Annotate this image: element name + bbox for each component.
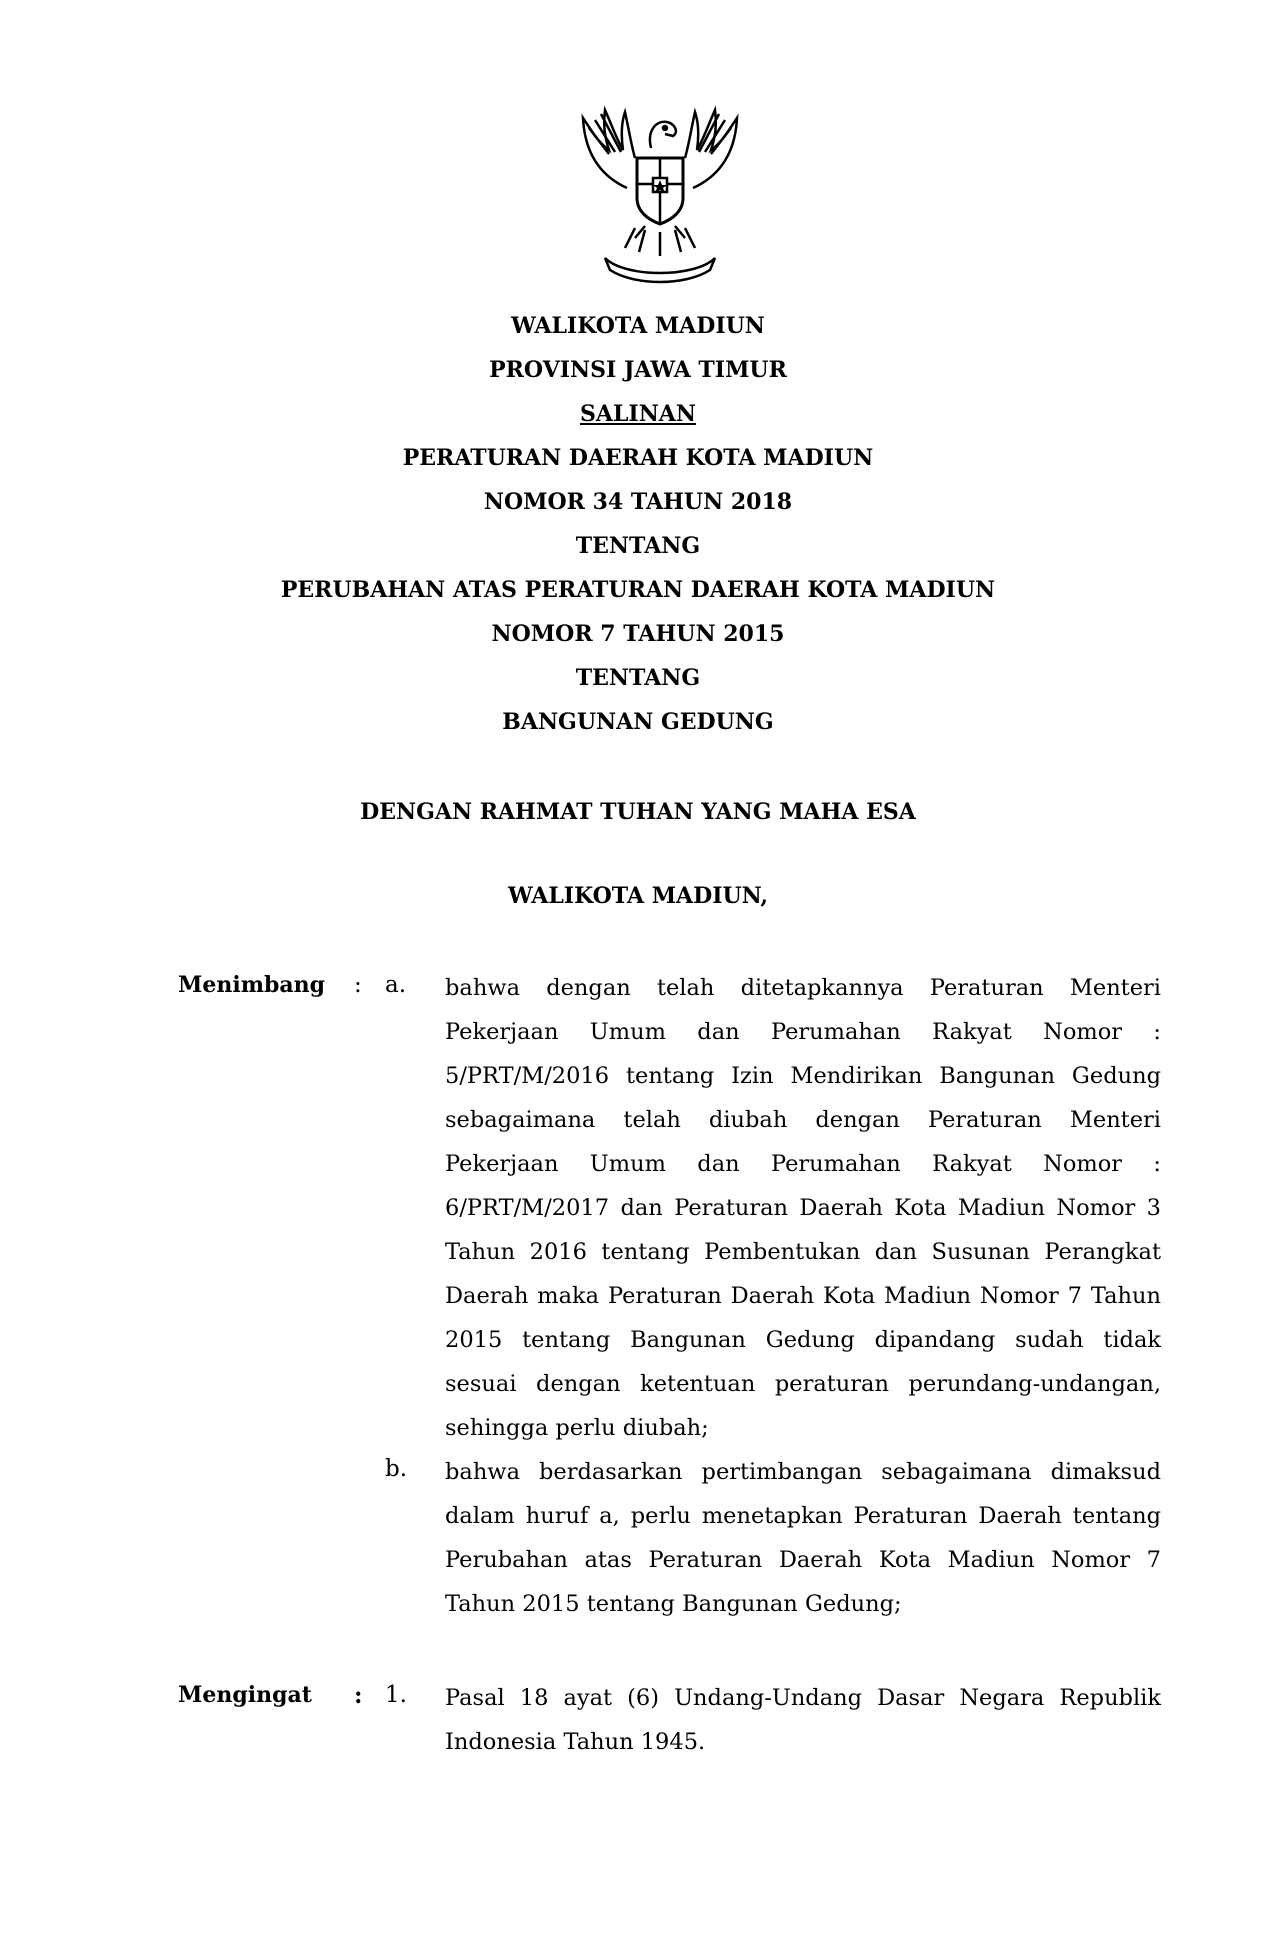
heading-province: PROVINSI JAWA TIMUR: [489, 357, 787, 383]
heading-amendment-title: PERUBAHAN ATAS PERATURAN DAERAH KOTA MADIUN: [280, 577, 996, 603]
document-heading: [0, 304, 1276, 744]
heading-regulation-type: PERATURAN DAERAH KOTA MADIUN: [402, 445, 874, 471]
menimbang-colon: :: [354, 972, 362, 998]
menimbang-item-a-text: bahwa dengan telah ditetapkannya Peraturan Menteri Pekerjaan Umum dan Perumahan Rakyat Nomor : 5/PRT/M/2016 tentang Izin Mendirikan Bangunan Gedung sebagaimana telah diubah dengan Peraturan Menteri Pekerjaan Umum dan Perumahan Rakyat Nomor : 6/PRT/M/2017 dan Peraturan Daerah Kota Madiun Nomor 3 Tahun 2016 tentang Pembentukan dan Susunan Perangkat Daerah maka Peraturan Daerah Kota Madiun Nomor 7 Tahun 2015 tentang Bangunan Gedung dipandang sudah tidak sesuai dengan ketentuan peraturan perundang-undangan, sehingga perlu diubah;: [445, 975, 1161, 1441]
heading-salinan: SALINAN: [579, 401, 696, 427]
menimbang-item-b-marker: b.: [385, 1456, 408, 1482]
preamble-blessing: DENGAN RAHMAT TUHAN YANG MAHA ESA: [360, 799, 916, 825]
heading-tentang-1: TENTANG: [575, 533, 701, 559]
heading-amended-number: NOMOR 7 TAHUN 2015: [491, 621, 785, 647]
heading-tentang-2: TENTANG: [575, 665, 701, 691]
mengingat-label: Mengingat: [178, 1682, 312, 1708]
heading-subject: BANGUNAN GEDUNG: [502, 709, 774, 735]
menimbang-label: Menimbang: [178, 972, 325, 998]
mengingat-item-1-text: Pasal 18 ayat (6) Undang-Undang Dasar Negara Republik Indonesia Tahun 1945.: [445, 1685, 1161, 1755]
garuda-pancasila-emblem: [565, 88, 755, 288]
menimbang-item-b-text: bahwa berdasarkan pertimbangan sebagaimana dimaksud dalam huruf a, perlu menetapkan Peraturan Daerah tentang Perubahan atas Peraturan Daerah Kota Madiun Nomor 7 Tahun 2015 tentang Bangunan Gedung;: [445, 1459, 1161, 1617]
preamble-authority: WALIKOTA MADIUN,: [507, 883, 769, 909]
mengingat-colon: :: [354, 1682, 363, 1709]
menimbang-item-a-marker: a.: [385, 972, 407, 998]
mengingat-item-1-marker: 1.: [385, 1682, 407, 1708]
heading-regulation-number: NOMOR 34 TAHUN 2018: [483, 489, 793, 515]
heading-walikota: WALIKOTA MADIUN: [511, 313, 765, 339]
